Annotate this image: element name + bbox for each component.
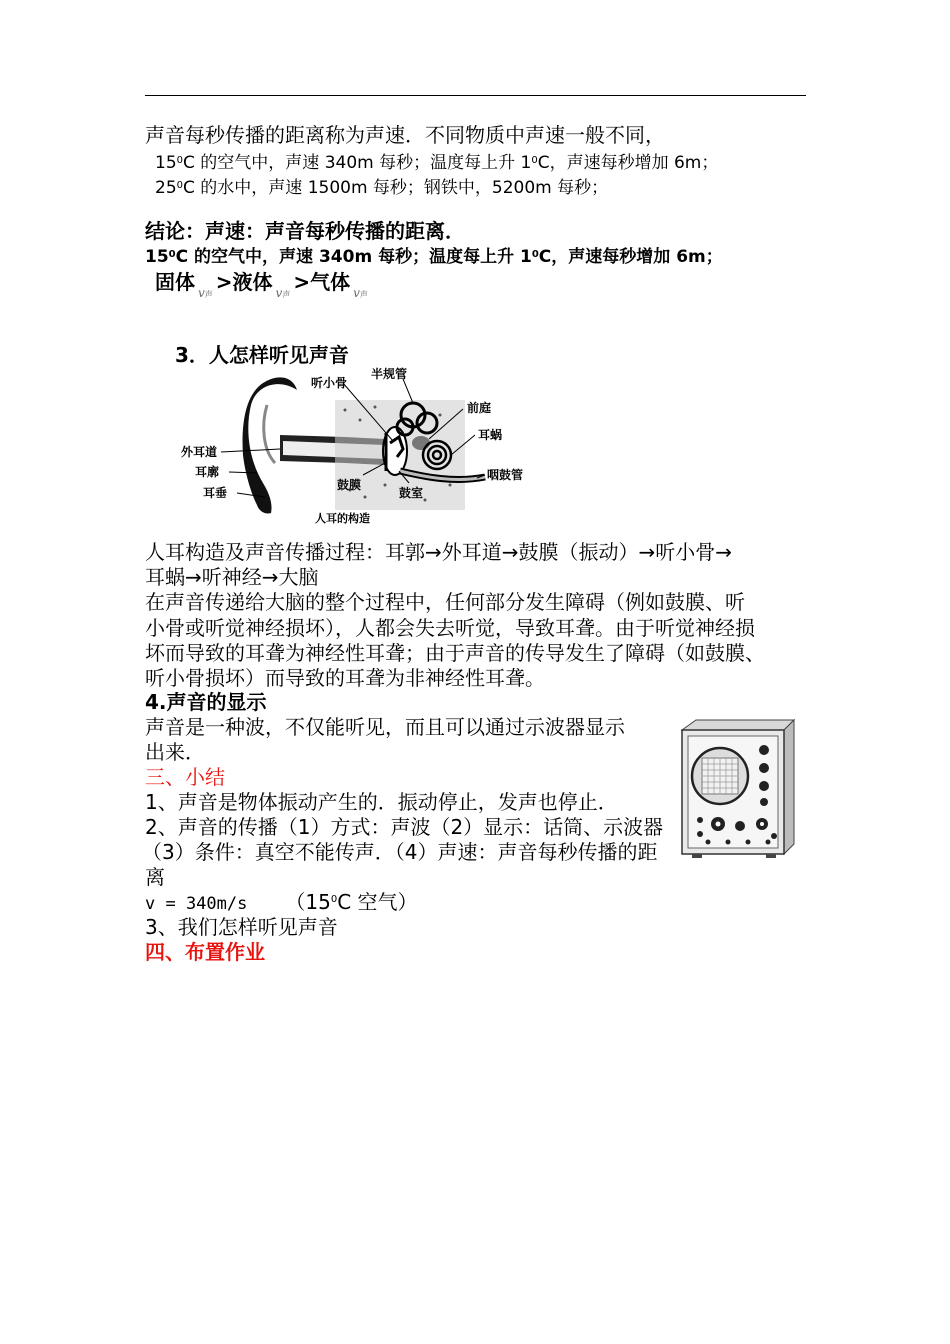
label-earlobe: 耳垂 (203, 486, 228, 500)
section-3-title: 3．人怎样听见声音 (175, 343, 349, 367)
label-auricle: 耳廓 (195, 465, 220, 479)
summary-item-3: 3、我们怎样听见声音 (145, 915, 338, 939)
conclusion-air: $15^0C$ 的空气中，声速 340m 每秒；温度每上升 $1^0C$，声速每秒增加 6m； (145, 247, 723, 267)
summary-heading: 三、小结 (145, 765, 225, 789)
label-ossicles: 听小骨 (311, 376, 348, 390)
speed-definition: 声音每秒传播的距离称为声速．不同物质中声速一般不同， (145, 123, 665, 147)
section-4-title: 4.声音的显示 (145, 690, 267, 714)
label-vestibule: 前庭 (467, 401, 492, 415)
label-semicircular-canals: 半规管 (371, 367, 408, 381)
deafness-paragraph-line-4: 听小骨损坏）而导致的耳聋为非神经性耳聋。 (145, 666, 545, 690)
ear-process-line-2: 耳蜗→听神经→大脑 (145, 565, 319, 589)
speed-comparison: 固体 v声>液体 v声>气体 v声 (155, 270, 371, 307)
ear-structure-figure (181, 365, 530, 527)
oscilloscope-illustration (678, 716, 798, 858)
speed-water-steel: $25^0C$ 的水中，声速 1500m 每秒；钢铁中，5200m 每秒； (155, 178, 609, 198)
conclusion-heading: 结论：声速：声音每秒传播的距离． (145, 219, 465, 243)
summary-item-2: 2、声音的传播（1）方式：声波（2）显示：话筒、示波器 (145, 815, 664, 839)
oscilloscope-text-line-1: 声音是一种波，不仅能听见，而且可以通过示波器显示 (145, 715, 625, 739)
summary-item-1: 1、声音是物体振动产生的．振动停止，发声也停止． (145, 790, 618, 814)
label-eardrum: 鼓膜 (337, 478, 362, 492)
speed-formula: v = 340m/s （$15^0C$ 空气） (145, 890, 418, 914)
deafness-paragraph-line-3: 坏而导致的耳聋为神经性耳聋；由于声音的传导发生了障碍（如鼓膜、 (145, 641, 765, 665)
homework-heading: 四、布置作业 (145, 940, 265, 964)
summary-item-2-cont-2: 离 (145, 865, 165, 889)
v-sound-symbol: v声 (275, 286, 291, 300)
label-eustachian-tube: 咽鼓管 (487, 468, 524, 482)
v-sound-symbol: v声 (353, 286, 368, 300)
figure-caption: 人耳的构造 (315, 512, 370, 525)
ear-process-line-1: 人耳构造及声音传播过程：耳郭→外耳道→鼓膜（振动）→听小骨→ (145, 540, 733, 564)
deafness-paragraph-line-1: 在声音传递给大脑的整个过程中，任何部分发生障碍（例如鼓膜、听 (145, 590, 745, 614)
oscilloscope-text-line-2: 出来． (145, 740, 205, 764)
vestibule-shape (412, 436, 430, 450)
label-cochlea: 耳蜗 (478, 428, 503, 442)
speed-air: $15^0C$ 的空气中，声速 340m 每秒；温度每上升 $1^0C$，声速每秒增加 6m； (155, 153, 719, 173)
summary-item-2-cont: （3）条件：真空不能传声．（4）声速：声音每秒传播的距 (142, 840, 658, 864)
deafness-paragraph-line-2: 小骨或听觉神经损坏），人都会失去听觉，导致耳聋。由于听觉神经损 (145, 616, 755, 640)
label-tympanic-cavity: 鼓室 (399, 486, 424, 500)
v-sound-symbol: v声 (198, 286, 213, 300)
header-rule (145, 95, 806, 96)
label-ear-canal: 外耳道 (181, 445, 218, 459)
